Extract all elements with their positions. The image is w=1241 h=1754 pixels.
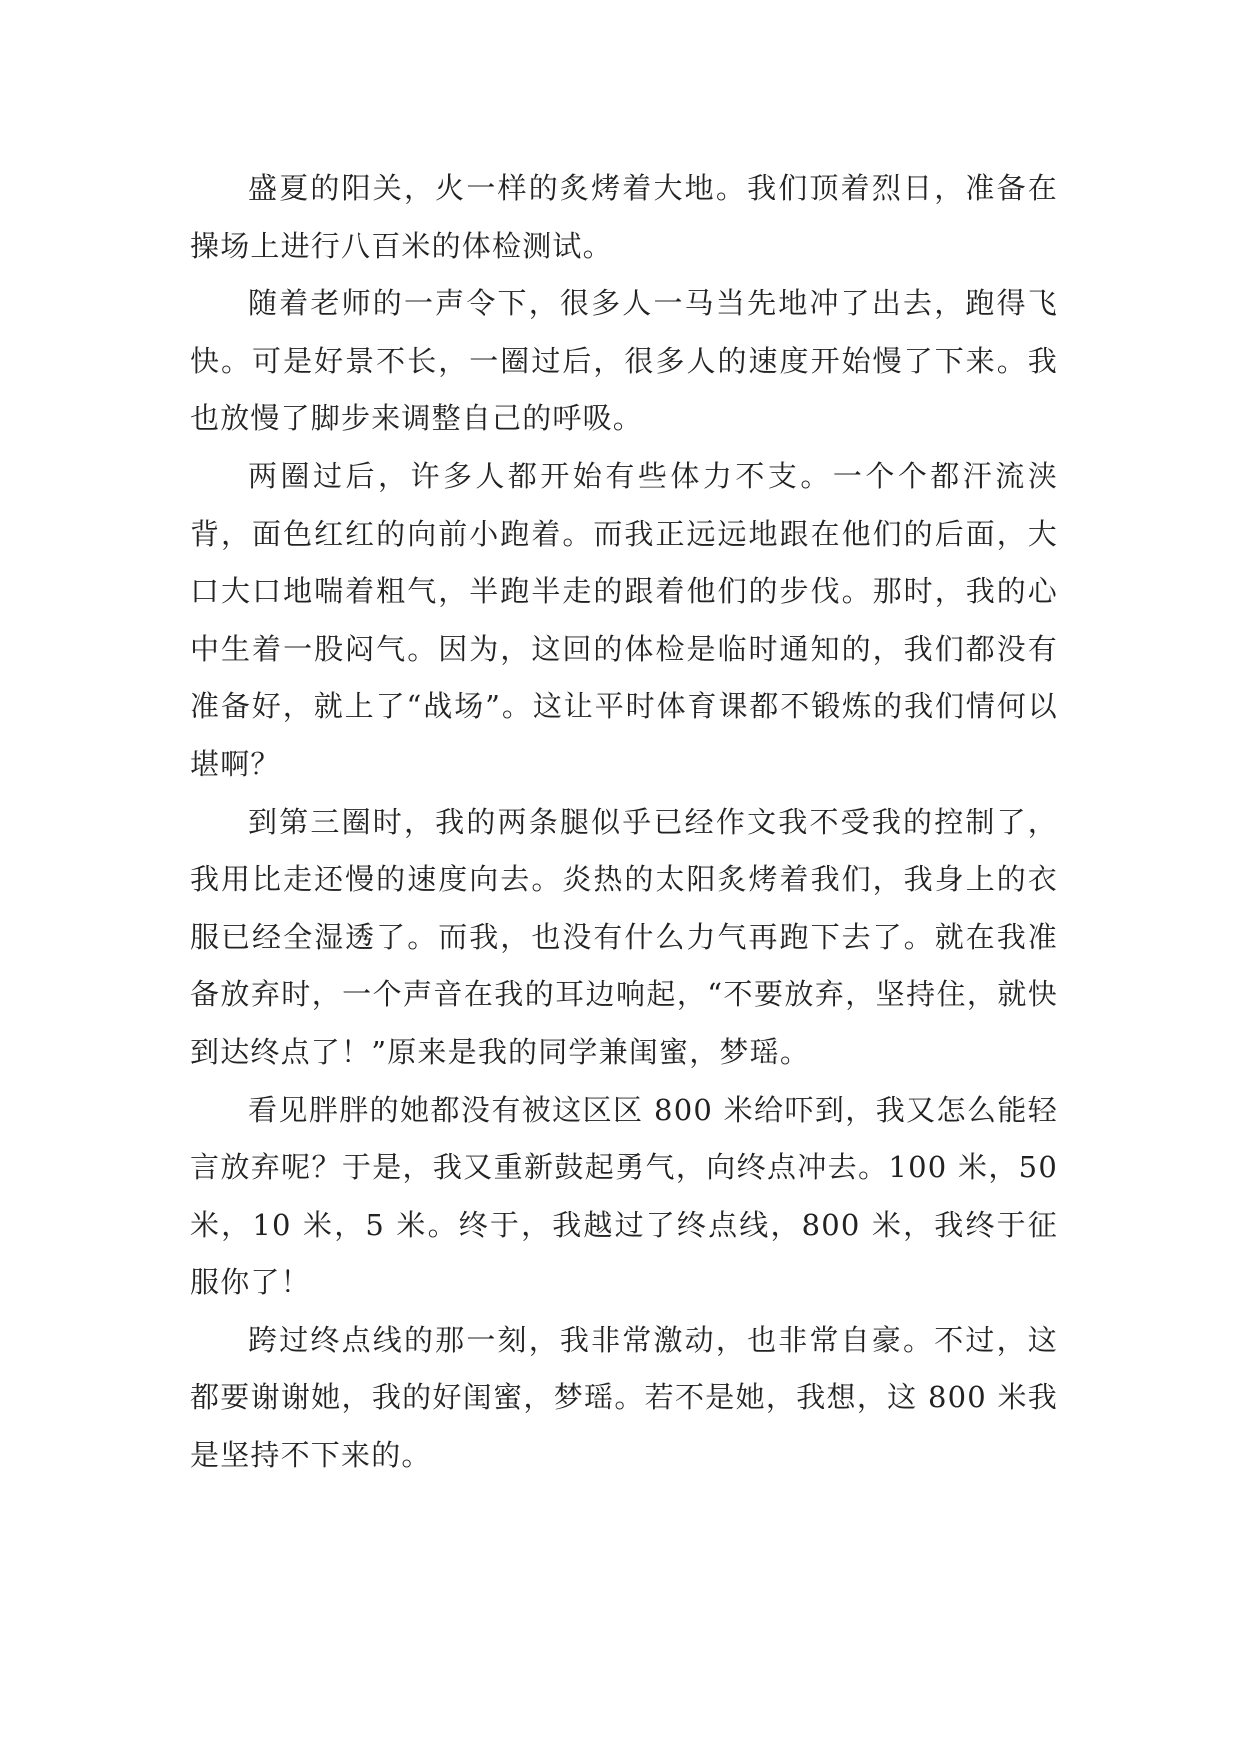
- paragraph: 看见胖胖的她都没有被这区区 800 米给吓到，我又怎么能轻言放弃呢？于是，我又重新鼓起勇气，向终点冲去。100 米，50 米，10 米，5 米。终于，我越过了终点线，800 米，我终于征服你了！: [190, 1092, 1058, 1300]
- paragraph: 盛夏的阳关，火一样的炙烤着大地。我们顶着烈日，准备在操场上进行八百米的体检测试。: [190, 171, 1058, 263]
- paragraph: 到第三圈时，我的两条腿似乎已经作文我不受我的控制了，我用比走还慢的速度向去。炎热的太阳炙烤着我们，我身上的衣服已经全湿透了。而我，也没有什么力气再跑下去了。就在我准备放弃时，一个声音在我的耳边响起，“不要放弃，坚持住，就快到达终点了！”原来是我的同学兼闺蜜，梦瑶。: [190, 804, 1058, 1069]
- paragraph: 随着老师的一声令下，很多人一马当先地冲了出去，跑得飞快。可是好景不长，一圈过后，很多人的速度开始慢了下来。我也放慢了脚步来调整自己的呼吸。: [190, 286, 1058, 436]
- paragraph: 跨过终点线的那一刻，我非常激动，也非常自豪。不过，这都要谢谢她，我的好闺蜜，梦瑶。若不是她，我想，这 800 米我是坚持不下来的。: [190, 1322, 1058, 1473]
- essay-body: [190, 160, 1058, 1485]
- paragraph: 两圈过后，许多人都开始有些体力不支。一个个都汗流浃背，面色红红的向前小跑着。而我正远远地跟在他们的后面，大口大口地喘着粗气，半跑半走的跟着他们的步伐。那时，我的心中生着一股闷气。因为，这回的体检是临时通知的，我们都没有准备好，就上了“战场”。这让平时体育课都不锻炼的我们情何以堪啊？: [190, 458, 1058, 781]
